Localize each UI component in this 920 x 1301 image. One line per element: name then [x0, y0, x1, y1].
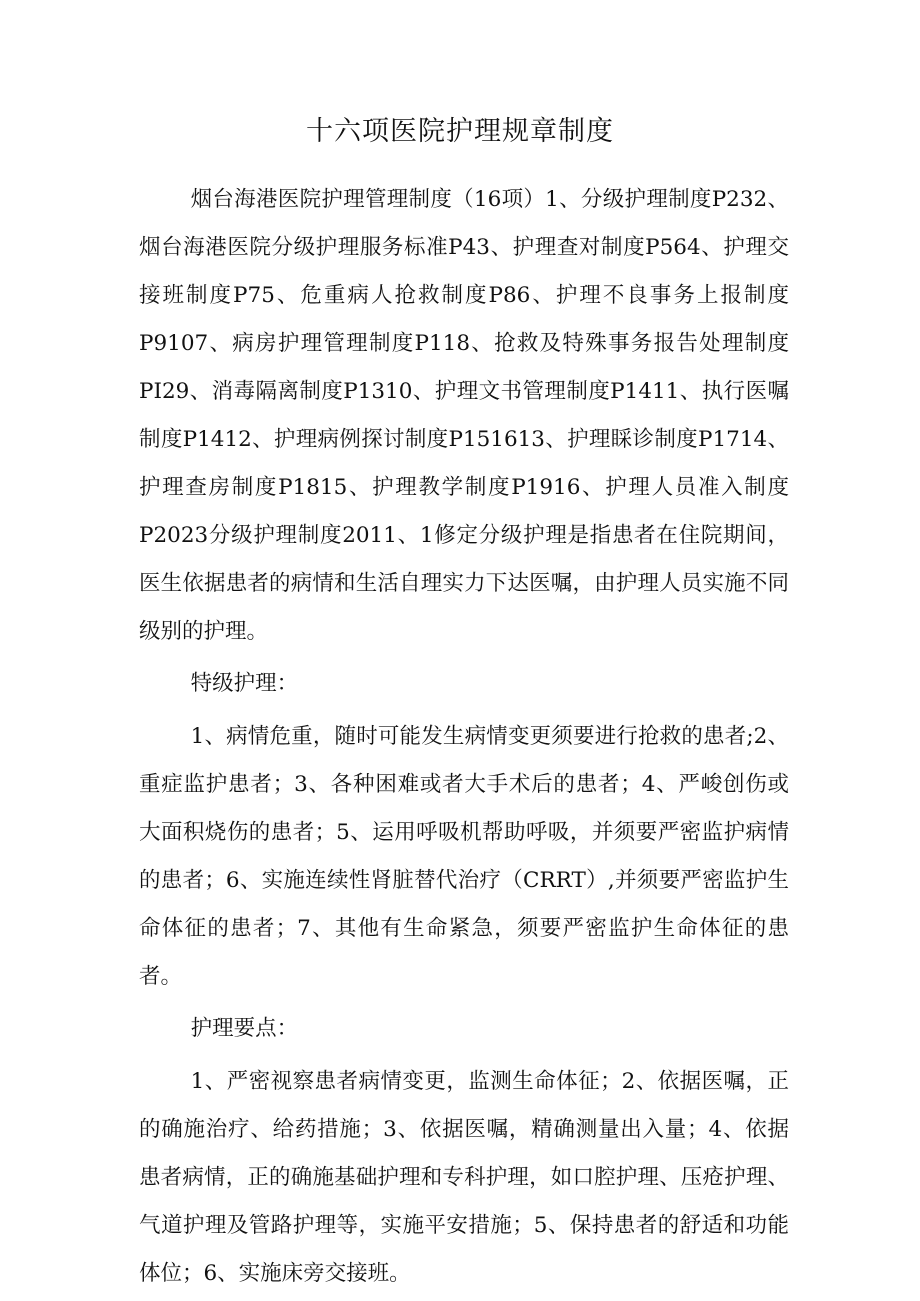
special-care-heading: 特级护理： [190, 671, 299, 696]
document-title: 十六项医院护理规章制度 [306, 116, 614, 147]
care-key-points-paragraph: 1、严密视察患者病情变更，监测生命体征；2、依据医嘱，正的确施治疗、给药措施；3、依据医嘱，精确测量出入量；4、依据患者病情，正的确施基础护理和专科护理，如口腔护理、压疮护理、气道护理及管路护理等，实施平安措施；5、保持患者的舒适和功能体位；6、实施床旁交接班。 [139, 1069, 789, 1286]
intro-paragraph: 烟台海港医院护理管理制度（16项）1、分级护理制度P232、烟台海港医院分级护理服务标准P43、护理查对制度P564、护理交接班制度P75、危重病人抢救制度P86、护理不良事务上报制度P9107、病房护理管理制度P118、抢救及特殊事务报告处理制度PI29、消毒隔离制度P1310、护理文书管理制度P1411、执行医嘱制度P1412、护理病例探讨制度P151613、护理睬诊制度P1714、护理查房制度P1815、护理教学制度P1916、护理人员准入制度P2023分级护理制度2011、1修定分级护理是指患者在住院期间，医生依据患者的病情和生活自理实力下达医嘱，由护理人员实施不同级别的护理。 [139, 187, 789, 644]
care-key-points-heading: 护理要点： [190, 1016, 299, 1041]
document-body [139, 176, 789, 1298]
special-care-criteria-paragraph: 1、病情危重，随时可能发生病情变更须要进行抢救的患者;2、重症监护患者；3、各种困难或者大手术后的患者；4、严峻创伤或大面积烧伤的患者；5、运用呼吸机帮助呼吸，并须要严密监护病情的患者；6、实施连续性肾脏替代治疗（CRRT）,并须要严密监护生命体征的患者；7、其他有生命紧急，须要严密监护生命体征的患者。 [139, 724, 789, 989]
